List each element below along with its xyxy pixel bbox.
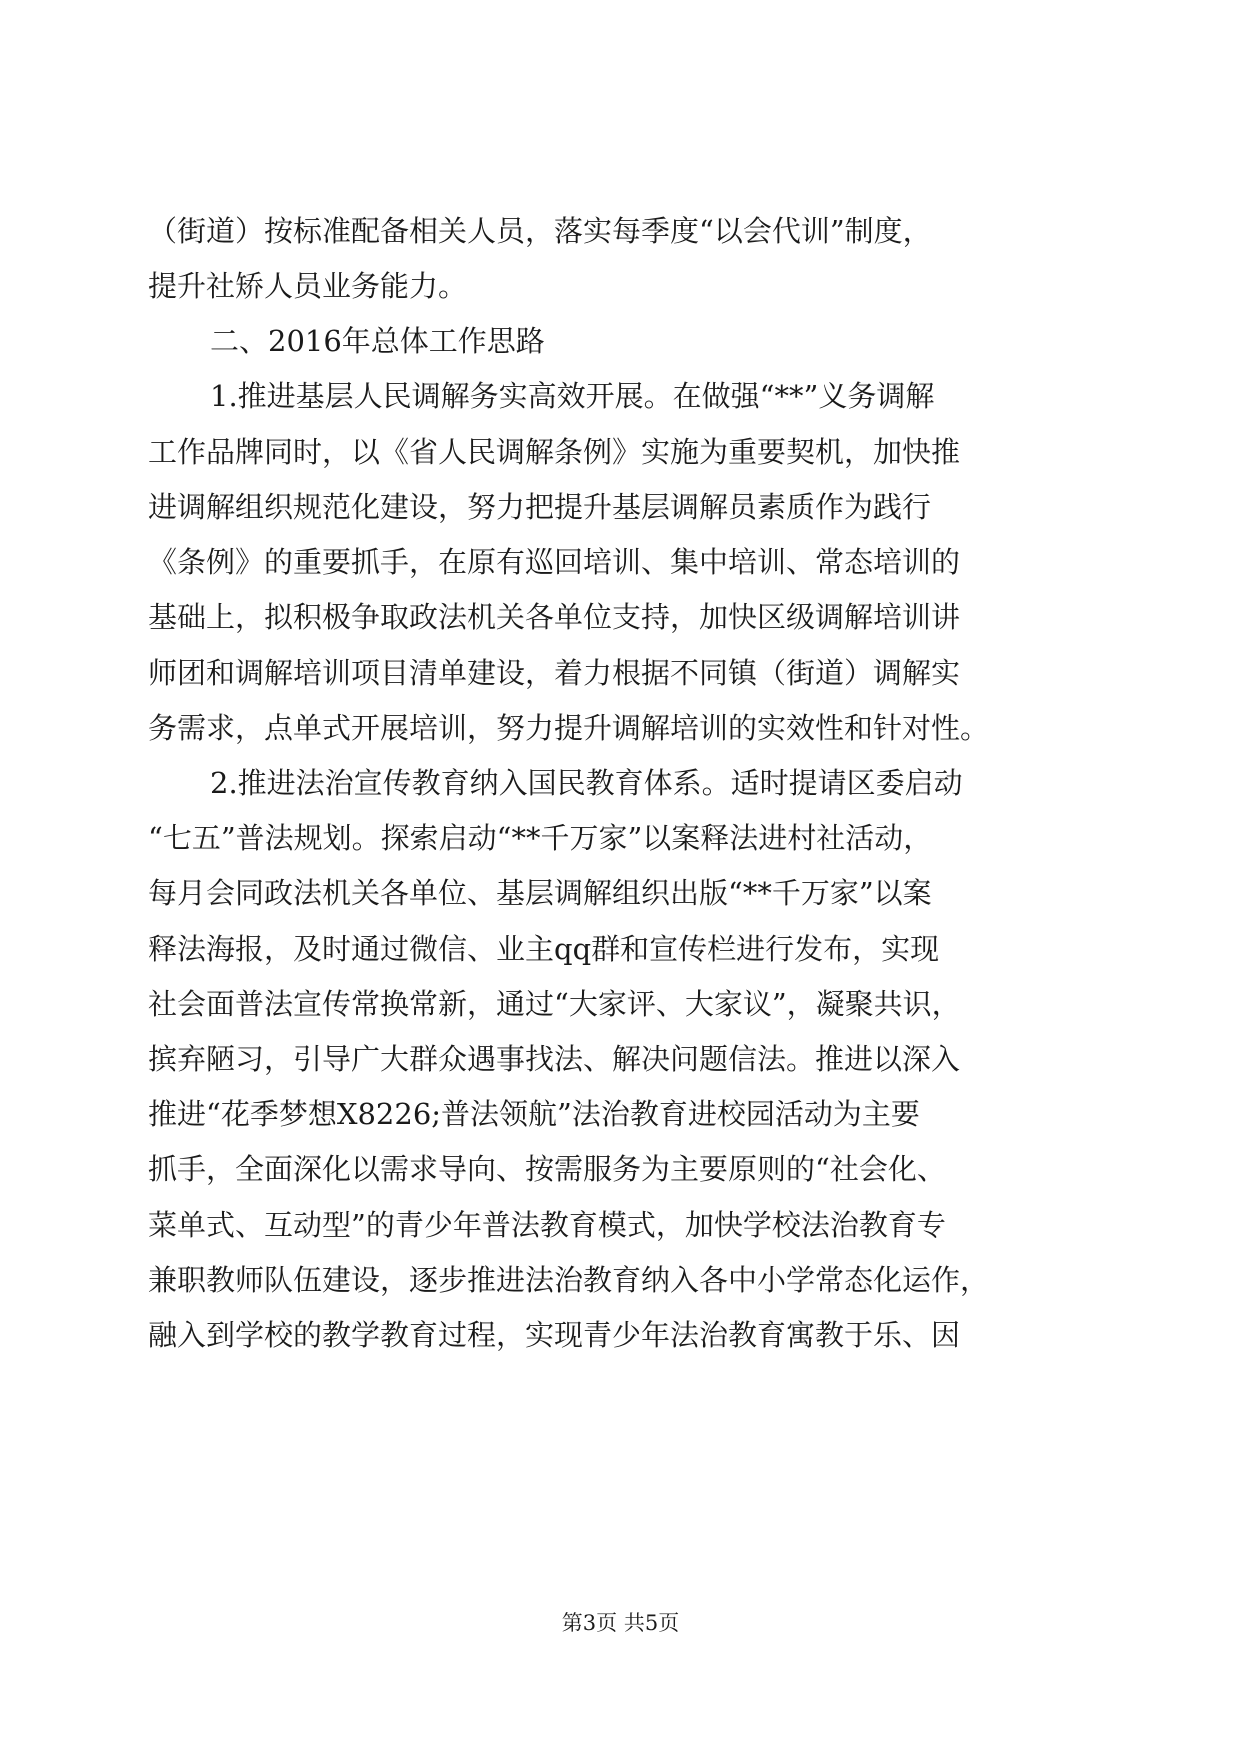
paragraph-line: （街道）按标准配备相关人员，落实每季度“以会代训”制度， (148, 214, 932, 248)
paragraph-line: 每月会同政法机关各单位、基层调解组织出版“**千万家”以案 (148, 876, 932, 910)
paragraph-line: 提升社矫人员业务能力。 (148, 269, 468, 303)
section-heading: 二、2016年总体工作思路 (210, 324, 545, 358)
paragraph-line: 1.推进基层人民调解务实高效开展。在做强“**”义务调解 (210, 379, 935, 413)
paragraph-line: 菜单式、互动型”的青少年普法教育模式，加快学校法治教育专 (148, 1208, 946, 1242)
paragraph-line: 摈弃陋习，引导广大群众遇事找法、解决问题信法。推进以深入 (148, 1042, 961, 1076)
paragraph-line: 工作品牌同时，以《省人民调解条例》实施为重要契机，加快推 (148, 435, 961, 469)
paragraph-line: 融入到学校的教学教育过程，实现青少年法治教育寓教于乐、因 (148, 1318, 961, 1352)
paragraph-line: 师团和调解培训项目清单建设，着力根据不同镇（街道）调解实 (148, 656, 961, 690)
paragraph-line: 释法海报，及时通过微信、业主qq群和宣传栏进行发布，实现 (148, 932, 940, 966)
paragraph-line: 推进“花季梦想X8226;普法领航”法治教育进校园活动为主要 (148, 1097, 920, 1131)
page-number-footer: 第3页 共5页 (561, 1611, 680, 1635)
paragraph-line: 兼职教师队伍建设，逐步推进法治教育纳入各中小学常态化运作， (148, 1263, 990, 1297)
paragraph-line: 抓手，全面深化以需求导向、按需服务为主要原则的“社会化、 (148, 1152, 946, 1186)
paragraph-line: “七五”普法规划。探索启动“**千万家”以案释法进村社活动， (148, 821, 933, 855)
paragraph-line: 社会面普法宣传常换常新，通过“大家评、大家议”，凝聚共识， (148, 987, 961, 1021)
paragraph-line: 《条例》的重要抓手，在原有巡回培训、集中培训、常态培训的 (148, 545, 961, 579)
paragraph-line: 务需求，点单式开展培训，努力提升调解培训的实效性和针对性。 (148, 711, 990, 745)
paragraph-line: 进调解组织规范化建设，努力把提升基层调解员素质作为践行 (148, 490, 932, 524)
paragraph-line: 基础上，拟积极争取政法机关各单位支持，加快区级调解培训讲 (148, 600, 961, 634)
paragraph-line: 2.推进法治宣传教育纳入国民教育体系。适时提请区委启动 (210, 766, 963, 800)
